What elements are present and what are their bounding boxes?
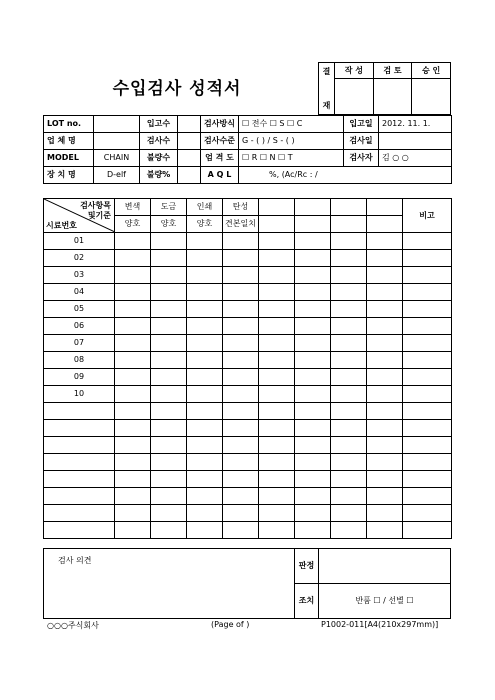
result-cell[interactable] <box>223 301 259 318</box>
result-cell[interactable] <box>367 454 403 471</box>
result-cell[interactable] <box>367 267 403 284</box>
result-cell[interactable] <box>259 522 295 539</box>
remarks-cell[interactable] <box>403 267 452 284</box>
sample-number: 06 <box>44 318 115 335</box>
result-cell[interactable] <box>331 250 367 267</box>
result-cell[interactable] <box>151 437 187 454</box>
result-cell[interactable] <box>367 233 403 250</box>
result-cell[interactable] <box>151 505 187 522</box>
result-cell[interactable] <box>187 488 223 505</box>
result-cell[interactable] <box>115 454 151 471</box>
result-cell[interactable] <box>295 403 331 420</box>
remarks-cell[interactable] <box>403 522 452 539</box>
result-cell[interactable] <box>187 250 223 267</box>
result-cell[interactable] <box>331 267 367 284</box>
sample-number <box>44 488 115 505</box>
standard-discoloration: 양호 <box>115 216 151 233</box>
result-cell[interactable] <box>259 284 295 301</box>
label-model: MODEL <box>44 150 94 167</box>
result-cell[interactable] <box>187 284 223 301</box>
value-receipt-date[interactable]: 2012. 11. 1. <box>379 116 452 133</box>
table-row <box>44 488 452 505</box>
value-inspection-qty[interactable] <box>178 133 201 150</box>
result-cell[interactable] <box>259 352 295 369</box>
remarks-cell[interactable] <box>403 352 452 369</box>
result-cell[interactable] <box>115 403 151 420</box>
result-cell[interactable] <box>367 352 403 369</box>
category-empty <box>259 199 295 216</box>
value-inspector[interactable]: 김 ○ ○ <box>379 150 452 167</box>
label-inspection-method: 검사방식 <box>201 116 239 133</box>
value-inspection-level[interactable]: G - ( ) / S - ( ) <box>239 133 344 150</box>
sample-number: 07 <box>44 335 115 352</box>
result-cell[interactable] <box>151 471 187 488</box>
table-row <box>44 267 452 284</box>
result-cell[interactable] <box>187 318 223 335</box>
result-cell[interactable] <box>331 301 367 318</box>
result-cell[interactable] <box>115 267 151 284</box>
table-row <box>44 386 452 403</box>
table-row <box>44 420 452 437</box>
result-cell[interactable] <box>223 318 259 335</box>
result-cell[interactable] <box>259 437 295 454</box>
result-cell[interactable] <box>115 318 151 335</box>
result-cell[interactable] <box>151 454 187 471</box>
sample-number: 02 <box>44 250 115 267</box>
remarks-cell[interactable] <box>403 284 452 301</box>
label-severity: 엄 격 도 <box>201 150 239 167</box>
standard-empty <box>367 216 403 233</box>
header-sample-number: 시료번호 <box>46 221 77 230</box>
value-receipt-qty[interactable] <box>178 116 201 133</box>
result-cell[interactable] <box>295 522 331 539</box>
result-cell[interactable] <box>115 471 151 488</box>
table-row <box>44 284 452 301</box>
result-cell[interactable] <box>151 267 187 284</box>
result-cell[interactable] <box>151 284 187 301</box>
result-cell[interactable] <box>331 369 367 386</box>
result-cell[interactable] <box>259 403 295 420</box>
sample-number <box>44 437 115 454</box>
result-cell[interactable] <box>295 250 331 267</box>
result-cell[interactable] <box>115 250 151 267</box>
footer <box>43 620 451 632</box>
result-cell[interactable] <box>187 301 223 318</box>
result-cell[interactable] <box>187 369 223 386</box>
result-cell[interactable] <box>331 318 367 335</box>
result-cell[interactable] <box>367 284 403 301</box>
label-receipt-qty: 입고수 <box>140 116 178 133</box>
result-cell[interactable] <box>367 488 403 505</box>
result-cell[interactable] <box>223 267 259 284</box>
result-cell[interactable] <box>187 454 223 471</box>
approval-sign-reviewer[interactable] <box>373 79 412 115</box>
result-cell[interactable] <box>295 369 331 386</box>
approval-box <box>318 62 451 115</box>
result-cell[interactable] <box>367 386 403 403</box>
result-cell[interactable] <box>223 403 259 420</box>
table-row <box>44 454 452 471</box>
judgment-value[interactable] <box>319 549 451 584</box>
label-inspection-level: 검사수준 <box>201 133 239 150</box>
category-empty <box>367 199 403 216</box>
result-cell[interactable] <box>367 318 403 335</box>
result-cell[interactable] <box>151 318 187 335</box>
opinion-table <box>43 548 451 619</box>
result-cell[interactable] <box>115 420 151 437</box>
result-cell[interactable] <box>151 522 187 539</box>
result-cell[interactable] <box>223 471 259 488</box>
sample-number: 09 <box>44 369 115 386</box>
label-device-name: 장 치 명 <box>44 167 94 184</box>
result-cell[interactable] <box>187 420 223 437</box>
result-cell[interactable] <box>187 471 223 488</box>
info-row <box>44 150 452 167</box>
result-cell[interactable] <box>151 250 187 267</box>
result-cell[interactable] <box>295 386 331 403</box>
result-cell[interactable] <box>187 522 223 539</box>
grid-body <box>44 233 452 539</box>
value-defect-qty[interactable] <box>178 150 201 167</box>
result-cell[interactable] <box>295 335 331 352</box>
result-cell[interactable] <box>367 522 403 539</box>
sample-number <box>44 505 115 522</box>
result-cell[interactable] <box>115 301 151 318</box>
result-cell[interactable] <box>331 403 367 420</box>
table-row <box>44 522 452 539</box>
value-inspection-method[interactable]: ☐ 전수 ☐ S ☐ C <box>239 116 344 133</box>
result-cell[interactable] <box>295 471 331 488</box>
info-table <box>43 115 452 184</box>
remarks-cell[interactable] <box>403 301 452 318</box>
result-cell[interactable] <box>259 250 295 267</box>
result-cell[interactable] <box>331 284 367 301</box>
result-cell[interactable] <box>367 301 403 318</box>
standard-empty <box>331 216 367 233</box>
result-cell[interactable] <box>259 454 295 471</box>
result-cell[interactable] <box>295 318 331 335</box>
approval-col-reviewer: 검 토 <box>373 63 412 79</box>
table-row <box>44 335 452 352</box>
result-cell[interactable] <box>187 437 223 454</box>
result-cell[interactable] <box>223 369 259 386</box>
result-cell[interactable] <box>367 335 403 352</box>
label-inspection-date: 검사일 <box>344 133 379 150</box>
remarks-cell[interactable] <box>403 250 452 267</box>
label-defect-rate: 불량% <box>140 167 178 184</box>
result-cell[interactable] <box>259 471 295 488</box>
sample-number: 05 <box>44 301 115 318</box>
result-cell[interactable] <box>115 233 151 250</box>
result-cell[interactable] <box>223 284 259 301</box>
result-cell[interactable] <box>331 386 367 403</box>
result-cell[interactable] <box>187 267 223 284</box>
result-cell[interactable] <box>331 420 367 437</box>
table-row <box>44 301 452 318</box>
result-cell[interactable] <box>223 250 259 267</box>
result-cell[interactable] <box>151 403 187 420</box>
action-label: 조치 <box>295 584 319 619</box>
value-device-name[interactable]: D-elf <box>94 167 140 184</box>
value-aql[interactable]: %, (Ac/Rc : / <box>239 167 452 184</box>
result-cell[interactable] <box>295 301 331 318</box>
result-cell[interactable] <box>331 505 367 522</box>
remarks-cell[interactable] <box>403 335 452 352</box>
result-cell[interactable] <box>115 284 151 301</box>
result-cell[interactable] <box>151 301 187 318</box>
sample-number: 10 <box>44 386 115 403</box>
label-receipt-date: 입고일 <box>344 116 379 133</box>
table-row <box>44 233 452 250</box>
approval-side-label: 결 재 <box>319 63 335 115</box>
result-cell[interactable] <box>331 437 367 454</box>
result-cell[interactable] <box>187 403 223 420</box>
result-cell[interactable] <box>151 352 187 369</box>
result-cell[interactable] <box>187 352 223 369</box>
table-row <box>44 437 452 454</box>
judgment-label: 판정 <box>295 549 319 584</box>
result-cell[interactable] <box>331 488 367 505</box>
result-cell[interactable] <box>223 488 259 505</box>
page-title: 수입검사 성적서 <box>112 78 242 99</box>
sample-number <box>44 420 115 437</box>
company-name: ○○○주식회사 <box>47 621 99 630</box>
label-company: 업 체 명 <box>44 133 94 150</box>
approval-sign-writer[interactable] <box>335 79 374 115</box>
result-cell[interactable] <box>223 233 259 250</box>
result-cell[interactable] <box>367 250 403 267</box>
info-row <box>44 116 452 133</box>
result-cell[interactable] <box>223 386 259 403</box>
result-cell[interactable] <box>115 335 151 352</box>
result-cell[interactable] <box>331 233 367 250</box>
table-row <box>44 505 452 522</box>
result-cell[interactable] <box>295 437 331 454</box>
table-row <box>44 352 452 369</box>
grid-corner-cell <box>44 199 115 233</box>
result-cell[interactable] <box>295 284 331 301</box>
result-cell[interactable] <box>367 505 403 522</box>
page-indicator: (Page of ) <box>211 620 250 629</box>
table-row <box>44 369 452 386</box>
result-cell[interactable] <box>331 352 367 369</box>
result-cell[interactable] <box>151 420 187 437</box>
label-inspector: 검사자 <box>344 150 379 167</box>
remarks-cell[interactable] <box>403 369 452 386</box>
result-cell[interactable] <box>295 267 331 284</box>
standard-empty <box>259 216 295 233</box>
result-cell[interactable] <box>367 420 403 437</box>
result-cell[interactable] <box>223 437 259 454</box>
sample-number: 04 <box>44 284 115 301</box>
result-cell[interactable] <box>295 352 331 369</box>
result-cell[interactable] <box>259 318 295 335</box>
result-cell[interactable] <box>331 471 367 488</box>
result-cell[interactable] <box>187 505 223 522</box>
remarks-cell[interactable] <box>403 318 452 335</box>
value-model[interactable]: CHAIN <box>94 150 140 167</box>
result-cell[interactable] <box>259 267 295 284</box>
category-discoloration: 변색 <box>115 199 151 216</box>
result-cell[interactable] <box>223 335 259 352</box>
result-cell[interactable] <box>295 233 331 250</box>
remarks-cell[interactable] <box>403 233 452 250</box>
result-cell[interactable] <box>259 420 295 437</box>
remarks-cell[interactable] <box>403 471 452 488</box>
sample-number: 01 <box>44 233 115 250</box>
result-cell[interactable] <box>187 233 223 250</box>
result-cell[interactable] <box>151 335 187 352</box>
result-cell[interactable] <box>367 471 403 488</box>
result-cell[interactable] <box>223 522 259 539</box>
result-cell[interactable] <box>115 505 151 522</box>
approval-sign-approver[interactable] <box>412 79 451 115</box>
result-cell[interactable] <box>151 233 187 250</box>
remarks-cell[interactable] <box>403 488 452 505</box>
result-cell[interactable] <box>331 454 367 471</box>
table-row <box>44 471 452 488</box>
value-defect-rate[interactable] <box>178 167 201 184</box>
remarks-cell[interactable] <box>403 420 452 437</box>
value-severity[interactable]: ☐ R ☐ N ☐ T <box>239 150 344 167</box>
label-inspection-qty: 검사수 <box>140 133 178 150</box>
sample-number <box>44 522 115 539</box>
standard-printing: 양호 <box>187 216 223 233</box>
sample-number <box>44 403 115 420</box>
opinion-label[interactable]: 검사 의견 <box>44 549 295 619</box>
remarks-cell[interactable] <box>403 386 452 403</box>
approval-col-writer: 작 성 <box>335 63 374 79</box>
header-inspection-item: 검사항목 및기준 <box>80 201 111 220</box>
result-cell[interactable] <box>223 454 259 471</box>
result-cell[interactable] <box>331 335 367 352</box>
result-cell[interactable] <box>259 369 295 386</box>
result-cell[interactable] <box>295 488 331 505</box>
value-inspection-date[interactable] <box>379 133 452 150</box>
header-remarks: 비고 <box>403 199 452 233</box>
table-row <box>44 250 452 267</box>
table-row <box>44 403 452 420</box>
form-code: P1002-011[A4(210x297mm)] <box>321 620 439 629</box>
table-row <box>44 318 452 335</box>
category-empty <box>331 199 367 216</box>
info-row <box>44 133 452 150</box>
sample-number: 08 <box>44 352 115 369</box>
category-empty <box>295 199 331 216</box>
sample-number: 03 <box>44 267 115 284</box>
result-cell[interactable] <box>115 386 151 403</box>
result-cell[interactable] <box>151 369 187 386</box>
result-cell[interactable] <box>223 352 259 369</box>
remarks-cell[interactable] <box>403 454 452 471</box>
result-cell[interactable] <box>115 437 151 454</box>
result-cell[interactable] <box>259 505 295 522</box>
result-cell[interactable] <box>151 488 187 505</box>
info-row <box>44 167 452 184</box>
result-cell[interactable] <box>259 488 295 505</box>
result-cell[interactable] <box>115 369 151 386</box>
label-lot-no: LOT no. <box>44 116 94 133</box>
result-cell[interactable] <box>331 522 367 539</box>
standard-elasticity: 견본일치 <box>223 216 259 233</box>
result-cell[interactable] <box>295 454 331 471</box>
category-elasticity: 탄성 <box>223 199 259 216</box>
result-cell[interactable] <box>223 505 259 522</box>
result-cell[interactable] <box>367 437 403 454</box>
result-cell[interactable] <box>187 386 223 403</box>
remarks-cell[interactable] <box>403 505 452 522</box>
remarks-cell[interactable] <box>403 437 452 454</box>
value-company[interactable] <box>94 133 140 150</box>
result-cell[interactable] <box>259 233 295 250</box>
result-cell[interactable] <box>367 369 403 386</box>
approval-col-approver: 승 인 <box>412 63 451 79</box>
standard-empty <box>295 216 331 233</box>
inspection-grid <box>43 198 452 539</box>
result-cell[interactable] <box>295 505 331 522</box>
result-cell[interactable] <box>115 352 151 369</box>
result-cell[interactable] <box>115 488 151 505</box>
result-cell[interactable] <box>295 420 331 437</box>
remarks-cell[interactable] <box>403 403 452 420</box>
label-defect-qty: 불량수 <box>140 150 178 167</box>
action-value[interactable]: 반품 ☐ / 선별 ☐ <box>319 584 451 619</box>
result-cell[interactable] <box>115 522 151 539</box>
standard-plating: 양호 <box>151 216 187 233</box>
result-cell[interactable] <box>223 420 259 437</box>
category-plating: 도금 <box>151 199 187 216</box>
result-cell[interactable] <box>367 403 403 420</box>
value-lot-no[interactable] <box>94 116 140 133</box>
result-cell[interactable] <box>259 301 295 318</box>
category-printing: 인쇄 <box>187 199 223 216</box>
result-cell[interactable] <box>259 386 295 403</box>
result-cell[interactable] <box>187 335 223 352</box>
sample-number <box>44 454 115 471</box>
result-cell[interactable] <box>259 335 295 352</box>
sample-number <box>44 471 115 488</box>
label-aql: A Q L <box>201 167 239 184</box>
result-cell[interactable] <box>151 386 187 403</box>
